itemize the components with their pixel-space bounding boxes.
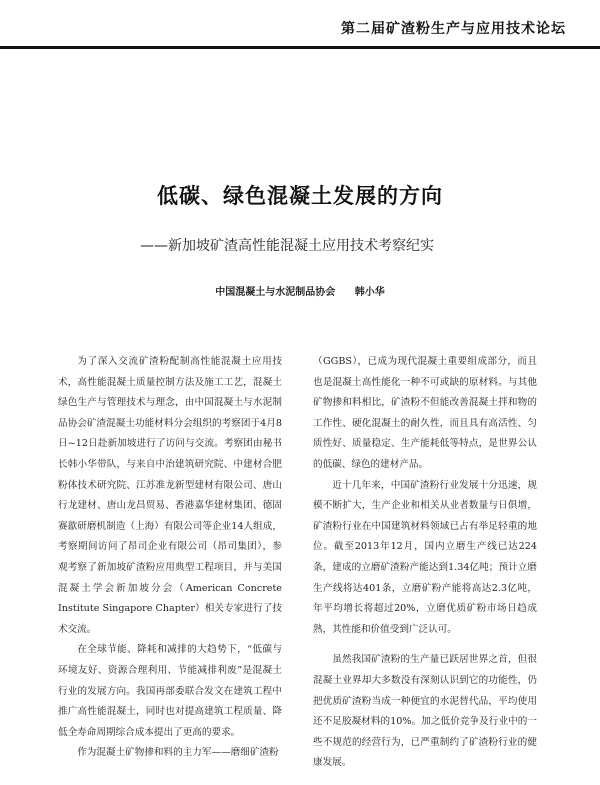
running-head: 第二届矿渣粉生产与应用技术论坛 [341, 21, 566, 37]
body-paragraph: 近十几年来，中国矿渣粉行业发展十分迅速，规模不断扩大，生产企业和相关从业者数量与日俱增，矿渣粉行业在中国建筑材料领域已占有举足轻重的地位。截至2013年12月，国内立磨生产线已达224条，建成的立磨矿渣粉产能达到1.34亿吨；预计立磨生产线将达401条，立磨矿粉产能将高达2.3亿吨，年平均增长将超过20%，立磨优质矿粉市场日趋成熟，其性能和价值受到广泛认可。 [313, 479, 537, 635]
article-subtitle: ——新加坡矿渣高性能混凝土应用技术考察纪实 [140, 238, 434, 254]
author-line [0, 283, 600, 298]
body-paragraph: 虽然我国矿渣粉的生产量已跃居世界之首，但很混凝土业界却大多数没有深刻认识到它的功能性，仍把优质矿渣粉当成一种便宜的水泥替代品，平均使用还不足胶凝材料的10%。加之低价竞争及行业中的一些不规范的经营行为，已严重制约了矿渣粉行业的健康发展。 [313, 654, 537, 769]
author-name: 韩小华 [354, 287, 385, 298]
body-paragraph: 在全球节能、降耗和减排的大趋势下，“低碳与环境友好、资源合理利用、节能减排利废”是混凝土行业的发展方向。我国再部委联合发文在建筑工程中推广高性能混凝土，同时也对提高建筑工程质量、降低全寿命周期综合成本提出了更高的要求。 [58, 644, 282, 738]
author-organization: 中国混凝土与水泥制品协会 [215, 287, 336, 298]
body-paragraph: （GGBS），已成为现代混凝土重要组成部分，而且也是混凝土高性能化一种不可或缺的原材料。与其他矿物掺和料相比，矿渣粉不但能改善混凝土拌和物的工作性、硬化混凝土的耐久性，而且具有高活性、匀质性好、质量稳定、生产能耗低等特点，是世界公认的低碳、绿色的建材产品。 [313, 356, 537, 470]
body-paragraph: 为了深入交流矿渣粉配制高性能混凝土应用技术，高性能混凝土质量控制方法及施工工艺，混凝土绿色生产与管理技术与理念，由中国混凝土与水泥制品协会矿渣混凝土功能材料分会组织的考察团于4月8日~12日赴新加坡进行了访问与交流。考察团由秘书长韩小华带队，与来自中治建筑研究院、中建材合肥粉体技术研究院、江苏准龙新型建材有限公司、唐山行龙建材、唐山龙昌贸易、香港嘉华建材集团、德固赛歙研磨机制造（上海）有限公司等企业14人组成，考察期间访问了昂司企业有限公司（昂司集团），参观考察了新加坡矿渣粉应用典型工程项目，并与美国混凝土学会新加坡分会（American Concrete Institute Singapore Chapter）相关专家进行了技术交流。 [58, 356, 282, 635]
body-paragraph: 作为混凝土矿物掺和料的主力军——磨细矿渣粉 [77, 747, 279, 759]
body-column-right [313, 352, 537, 774]
page-header [0, 0, 600, 60]
body-column-left [58, 352, 282, 764]
header-rule [0, 46, 600, 49]
article-title: 低碳、绿色混凝土发展的方向 [157, 184, 443, 208]
